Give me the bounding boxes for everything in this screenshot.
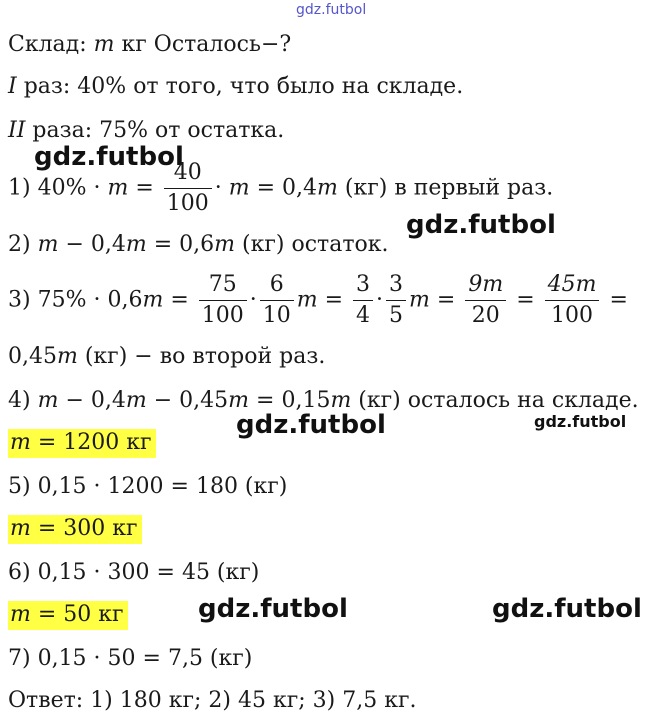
watermark-top[interactable]: gdz.futbol [296,2,367,18]
var-m: m [330,388,352,413]
text: 2) [8,232,38,257]
text: 1) 40% · [8,175,108,201]
text: 6) 0,15 · 300 = 45 (кг) [8,560,260,585]
text: 3) 75% · 0,6 [8,287,143,313]
watermark: gdz.futbol [236,410,386,440]
var-m: m [409,287,430,313]
step-3-continuation [8,342,325,372]
denominator: 100 [545,300,600,331]
fraction [164,158,212,219]
step-4 [8,386,639,416]
var-m: m [93,32,115,57]
text: кг Осталось−? [114,32,292,57]
case-2-value [8,514,142,544]
highlighted-value [8,515,142,544]
var-m: m [37,232,59,257]
step-1 [8,158,553,219]
text: = [429,287,463,313]
text: 0,45 [8,344,57,369]
watermark: gdz.futbol [406,210,556,240]
watermark: gdz.futbol [198,594,348,624]
denominator: 20 [465,300,506,331]
numerator: 40 [173,160,202,185]
text: (кг) осталось на складе. [351,388,639,413]
roman-label: II [8,118,26,143]
fraction [199,270,247,331]
var-m: m [228,175,250,201]
denominator: 100 [164,188,212,219]
var-m: m [125,232,147,257]
denominator: 5 [386,300,406,331]
condition-line-3 [8,116,284,146]
step-5 [8,472,287,502]
text: = [317,287,351,313]
var-m: m [10,516,31,541]
step-6 [8,558,259,588]
text: 7) 0,15 · 50 = 7,5 (кг) [8,646,253,671]
text: · [214,175,229,201]
text: − 0,4 [58,232,126,257]
var-m: m [296,287,318,313]
case-3-value [8,600,128,630]
text: = [509,287,542,313]
fraction [260,270,294,331]
text: (кг) остаток. [235,232,389,257]
text: раза: 75% от остатка. [25,118,285,143]
text: = [163,287,196,313]
var-m: m [37,388,59,413]
text: раз: 40% от того, что было на складе. [16,74,464,99]
text: − 0,4 [58,388,126,413]
text: Ответ: 1) 180 кг; 2) 45 кг; 3) 7,5 кг. [8,688,417,713]
text: Склад: [8,32,94,57]
numerator: 3 [389,272,404,297]
var-m: m [10,602,31,627]
condition-line-2 [8,72,463,102]
numerator: 3 [356,272,371,297]
denominator: 4 [353,300,373,331]
var-m: m [107,175,129,201]
var-m: m [142,287,164,313]
step-3 [8,270,628,331]
text: − 0,45 [146,388,229,413]
watermark: gdz.futbol [534,412,627,431]
text: 5) 0,15 · 1200 = 180 (кг) [8,474,288,499]
text: · [249,287,257,313]
text: = 0,15 [249,388,331,413]
numerator: 45m [547,272,597,297]
var-m: m [228,388,250,413]
condition-line-1 [8,30,291,60]
text: = 300 кг [30,516,138,541]
var-m: m [10,430,31,455]
text: (кг) в первый раз. [337,175,554,201]
numerator: 6 [269,272,284,297]
roman-label: I [8,74,17,99]
fraction [353,270,373,331]
numerator: 75 [208,272,237,297]
var-m: m [317,175,338,201]
fraction [545,270,600,331]
text: = 0,4 [249,175,318,201]
text: (кг) − во второй раз. [77,344,326,369]
denominator: 100 [199,300,247,331]
answer [8,686,417,716]
var-m: m [125,388,147,413]
fraction [386,270,406,331]
text: · [376,287,384,313]
highlighted-value [8,429,156,458]
var-m: m [56,344,78,369]
case-1-value [8,428,156,458]
text: 4) [8,388,38,413]
step-7 [8,644,252,674]
numerator: 9m [468,272,504,297]
text: = [602,287,628,313]
highlighted-value [8,601,128,630]
denominator: 10 [260,300,294,331]
text: = [128,175,161,201]
var-m: m [214,232,236,257]
watermark: gdz.futbol [34,142,184,172]
step-2 [8,230,389,260]
watermark: gdz.futbol [492,594,642,624]
text: = 0,6 [146,232,215,257]
text: = 50 кг [30,602,124,627]
fraction [465,270,506,331]
text: = 1200 кг [30,430,152,455]
